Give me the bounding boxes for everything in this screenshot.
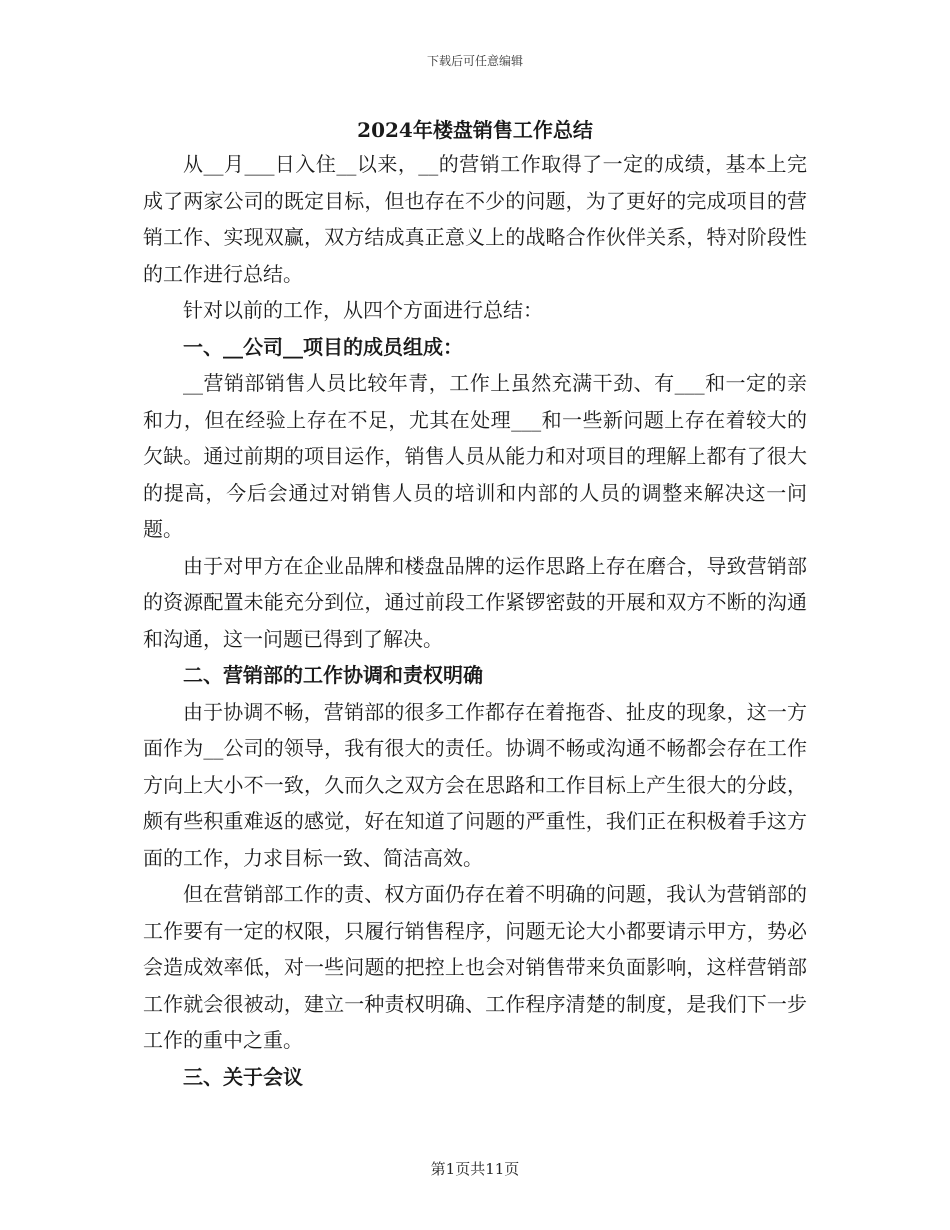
paragraph-section2-a: 由于协调不畅，营销部的很多工作都存在着拖沓、扯皮的现象，这一方面作为__公司的领导，我有很大的责任。协调不畅或沟通不畅都会存在工作方向上大小不一致，久而久之双方会在思路和工作目标上产生很大的分歧，颇有些积重难返的感觉，好在知道了问题的严重性，我们正在积极着手这方面的工作，力求目标一致、简洁高效。 — [143, 699, 807, 870]
header-note: 下载后可任意编辑 — [426, 54, 523, 68]
document-title: 2024年楼盘销售工作总结 — [357, 118, 593, 142]
paragraph-intro: 从__月___日入住__以来，__的营销工作取得了一定的成绩，基本上完成了两家公司的既定目标，但也存在不少的问题，为了更好的完成项目的营销工作、实现双赢，双方结成真正意义上的战略合作伙伴关系，特对阶段性的工作进行总结。 — [143, 152, 807, 286]
section-heading-1: 一、__公司__项目的成员组成： — [183, 334, 463, 359]
paragraph-overview: 针对以前的工作，从四个方面进行总结： — [183, 298, 543, 322]
document-body — [143, 146, 807, 1095]
paragraph-section2-b: 但在营销部工作的责、权方面仍存在着不明确的问题，我认为营销部的工作要有一定的权限，只履行销售程序，问题无论大小都要请示甲方，势必会造成效率低，对一些问题的把控上也会对销售带来负面影响，这样营销部工作就会很被动，建立一种责权明确、工作程序清楚的制度，是我们下一步工作的重中之重。 — [143, 882, 807, 1052]
paragraph-section1-a: __营销部销售人员比较年青，工作上虽然充满干劲、有___和一定的亲和力，但在经验上存在不足，尤其在处理___和一些新问题上存在着较大的欠缺。通过前期的项目运作，销售人员从能力和对项目的理解上都有了很大的提高，今后会通过对销售人员的培训和内部的人员的调整来解决这一问题。 — [143, 371, 807, 541]
page-footer: 第1页共11页 — [430, 1160, 520, 1178]
paragraph-section1-b: 由于对甲方在企业品牌和楼盘品牌的运作思路上存在磨合，导致营销部的资源配置未能充分到位，通过前段工作紧锣密鼓的开展和双方不断的沟通和沟通，这一问题已得到了解决。 — [143, 553, 807, 651]
section-heading-3: 三、关于会议 — [183, 1064, 303, 1089]
section-heading-2: 二、营销部的工作协调和责权明确 — [183, 663, 483, 687]
